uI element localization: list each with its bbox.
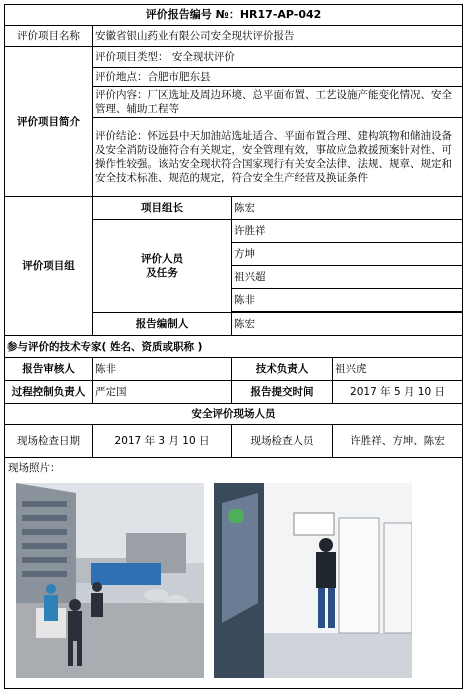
field-people-label: 现场检查人员 xyxy=(232,425,333,458)
members-label: 评价人员 及任务 xyxy=(93,220,232,313)
site-photo-yard xyxy=(16,483,204,678)
photo-row xyxy=(16,483,459,678)
photos-label: 现场照片： xyxy=(8,462,61,474)
summary-location: 评价地点：合肥市肥东县 xyxy=(93,68,463,87)
report-table xyxy=(4,4,463,689)
writer-label: 报告编制人 xyxy=(93,313,232,336)
evaluation-report-sheet xyxy=(4,4,462,692)
member-name: 方坤 xyxy=(232,243,463,266)
tech-lead-label: 技术负责人 xyxy=(232,358,333,381)
field-date: 2017 年 3 月 10 日 xyxy=(93,425,232,458)
process-name: 严定国 xyxy=(93,381,232,404)
project-name-label: 评价项目名称 xyxy=(5,26,93,47)
leader-label: 项目组长 xyxy=(93,197,232,220)
reviewer-label: 报告审核人 xyxy=(5,358,93,381)
project-name: 安徽省银山药业有限公司安全现状评价报告 xyxy=(93,26,463,47)
summary-type: 评价项目类型： 安全现状评价 xyxy=(93,47,463,68)
experts-label: 参与评价的技术专家( 姓名、资质或职称 ) xyxy=(5,336,463,358)
process-label: 过程控制负责人 xyxy=(5,381,93,404)
reviewer-name: 陈非 xyxy=(93,358,232,381)
member-name: 许胜祥 xyxy=(232,220,463,243)
field-title: 安全评价现场人员 xyxy=(5,404,463,425)
member-name: 陈非 xyxy=(232,289,463,312)
tech-lead-name: 祖兴虎 xyxy=(333,358,463,381)
field-date-label: 现场检查日期 xyxy=(5,425,93,458)
writer-name: 陈宏 xyxy=(232,313,463,336)
field-people: 许胜祥、方坤、陈宏 xyxy=(333,425,463,458)
summary-conclusion: 评价结论：怀远县中天加油站选址适合、平面布置合理、建构筑物和储油设备及安全消防设施符合有关规定，安全管理有效，事故应急救援预案针对性、可操作性较强。该站安全现状符合国家现行有关安全法律、法规、规章、规定和安全技术标准、规范的规定，符合安全生产经营及换证条件 xyxy=(93,118,463,197)
member-name: 祖兴超 xyxy=(232,266,463,289)
team-label: 评价项目组 xyxy=(5,197,93,336)
photos-cell xyxy=(5,458,463,689)
submit-label: 报告提交时间 xyxy=(232,381,333,404)
leader-name: 陈宏 xyxy=(232,197,463,220)
report-number: 评价报告编号 №：HR17-AP-042 xyxy=(5,5,463,26)
site-photo-corridor xyxy=(214,483,412,678)
submit-date: 2017 年 5 月 10 日 xyxy=(333,381,463,404)
summary-label: 评价项目简介 xyxy=(5,47,93,197)
summary-content: 评价内容：厂区选址及周边环境、总平面布置、工艺设施产能变化情况、安全管理、辅助工程等 xyxy=(93,87,463,118)
